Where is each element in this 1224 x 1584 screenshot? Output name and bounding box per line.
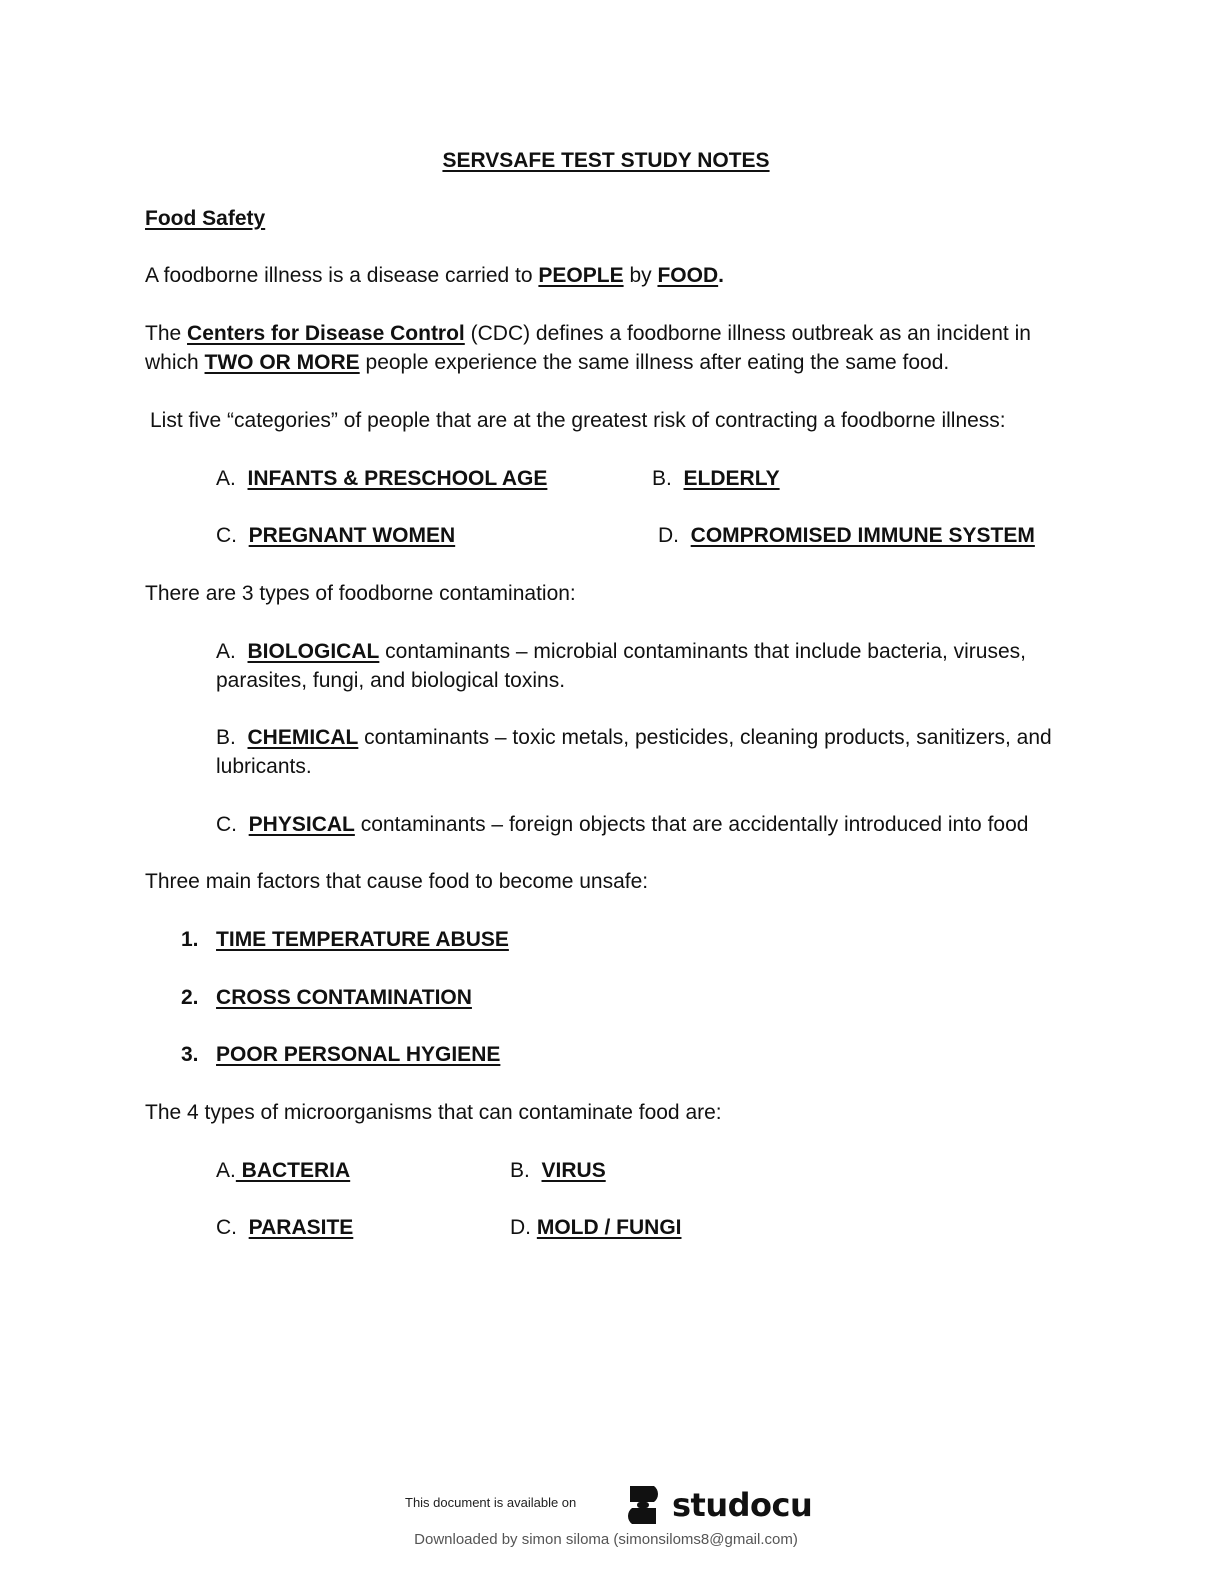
- microorganism-letter: D.: [510, 1216, 531, 1239]
- cdc-prefix: The: [145, 322, 188, 345]
- definition-middle: by: [623, 264, 658, 287]
- cdc-suffix: people experience the same illness after eating the same food.: [359, 351, 950, 374]
- microorganism-item: [216, 1213, 353, 1242]
- microorganism-letter: C.: [216, 1216, 237, 1239]
- definition-term-food: FOOD: [657, 264, 719, 287]
- definition-term-people: PEOPLE: [538, 264, 624, 287]
- factor-number: 2.: [181, 986, 199, 1009]
- risk-group-letter: B.: [652, 467, 672, 490]
- factor-label: POOR PERSONAL HYGIENE: [216, 1043, 501, 1066]
- contaminant-letter: C.: [216, 813, 237, 836]
- factor-item: [181, 1040, 500, 1069]
- contaminant-letter: B.: [216, 726, 236, 749]
- factors-intro: Three main factors that cause food to become unsafe:: [145, 870, 649, 893]
- contaminant-desc: contaminants – microbial contaminants that include bacteria, viruses, parasites, fungi, and biological toxins.: [216, 640, 1026, 692]
- page-title: SERVSAFE TEST STUDY NOTES: [442, 149, 770, 172]
- risk-group-label: COMPROMISED IMMUNE SYSTEM: [690, 524, 1035, 547]
- risk-group-item: [216, 464, 547, 493]
- risk-group-item: [652, 464, 780, 493]
- definition-prefix: A foodborne illness is a disease carried to: [145, 264, 539, 287]
- microorganism-letter: A.: [216, 1159, 236, 1182]
- microorganism-label: BACTERIA: [235, 1159, 351, 1182]
- risk-group-item: [216, 521, 455, 550]
- contaminant-item: [216, 637, 1076, 695]
- microorganism-item: [216, 1156, 350, 1185]
- definition-suffix: .: [718, 264, 724, 287]
- cdc-count: TWO OR MORE: [204, 351, 360, 374]
- contaminant-item: [216, 810, 1076, 839]
- microorganism-label: PARASITE: [248, 1216, 354, 1239]
- microorganism-label: VIRUS: [541, 1159, 606, 1182]
- microorganism-item: [510, 1213, 682, 1242]
- risk-prompt: List five “categories” of people that are at the greatest risk of contracting a foodborne illness:: [150, 409, 1006, 432]
- studocu-logo[interactable]: [620, 1482, 812, 1528]
- microorganism-label: MOLD / FUNGI: [536, 1216, 682, 1239]
- download-attribution: Downloaded by simon siloma (simonsiloms8@gmail.com): [414, 1531, 798, 1548]
- contaminant-type: CHEMICAL: [247, 726, 359, 749]
- microorganism-letter: B.: [510, 1159, 530, 1182]
- microorganism-item: [510, 1156, 606, 1185]
- risk-group-letter: D.: [658, 524, 679, 547]
- risk-group-item: [658, 521, 1035, 550]
- factor-number: 3.: [181, 1043, 199, 1066]
- risk-group-letter: A.: [216, 467, 236, 490]
- contaminant-letter: A.: [216, 640, 236, 663]
- studocu-logo-icon: [620, 1482, 666, 1528]
- micro-intro: The 4 types of microorganisms that can contaminate food are:: [145, 1101, 722, 1124]
- factor-number: 1.: [181, 928, 199, 951]
- factor-label: TIME TEMPERATURE ABUSE: [216, 928, 509, 951]
- risk-group-label: PREGNANT WOMEN: [248, 524, 456, 547]
- contaminant-type: BIOLOGICAL: [247, 640, 380, 663]
- studocu-brand: studocu: [672, 1486, 813, 1524]
- cdc-middle: (CDC) defines a foodborne illness outbreak as an incident in which: [145, 322, 1031, 374]
- contaminant-desc: contaminants – foreign objects that are accidentally introduced into food: [354, 813, 1029, 836]
- contaminant-type: PHYSICAL: [248, 813, 355, 836]
- risk-group-label: INFANTS & PRESCHOOL AGE: [247, 467, 548, 490]
- contaminant-item: [216, 723, 1076, 781]
- factor-item: [181, 983, 472, 1012]
- risk-group-label: ELDERLY: [683, 467, 780, 490]
- section-heading: Food Safety: [145, 207, 266, 230]
- contamination-intro: There are 3 types of foodborne contamination:: [145, 582, 576, 605]
- cdc-org: Centers for Disease Control: [187, 322, 465, 345]
- footer-available-text: This document is available on: [405, 1495, 577, 1510]
- cdc-paragraph: [145, 319, 1075, 377]
- risk-group-letter: C.: [216, 524, 237, 547]
- factor-item: [181, 925, 509, 954]
- contaminant-desc: contaminants – toxic metals, pesticides, cleaning products, sanitizers, and lubricants.: [216, 726, 1052, 778]
- factor-label: CROSS CONTAMINATION: [216, 986, 472, 1009]
- definition-paragraph: [145, 261, 724, 290]
